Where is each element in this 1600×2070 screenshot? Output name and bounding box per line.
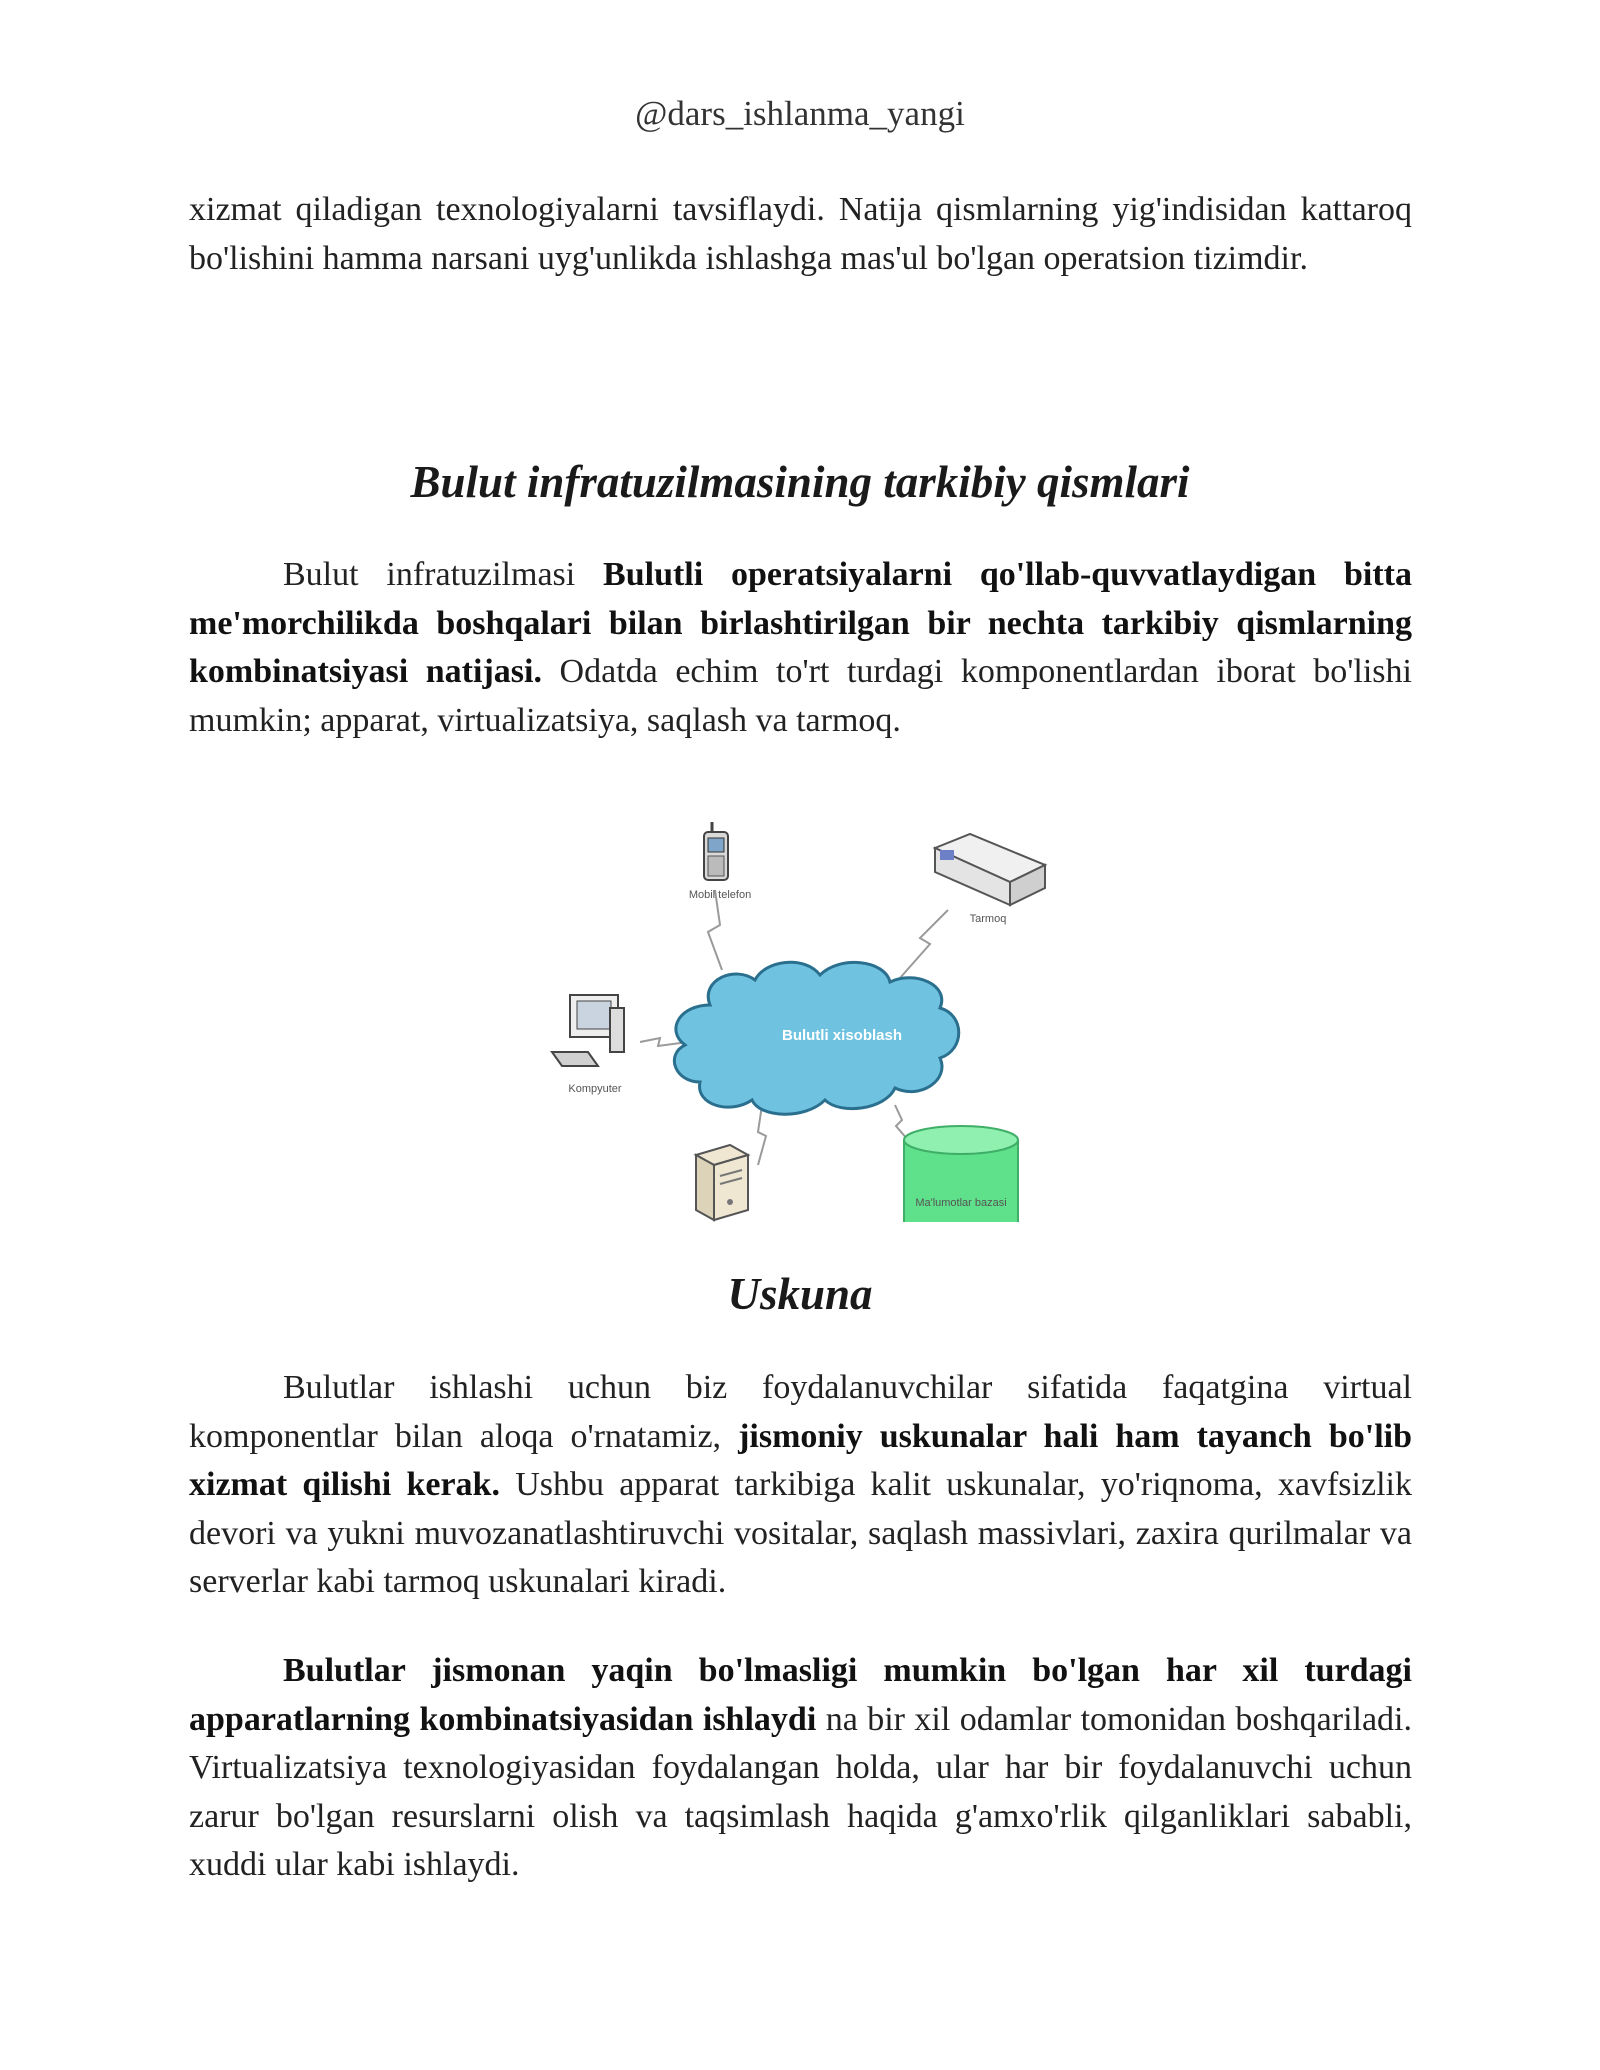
- server-link: [758, 1105, 766, 1165]
- network-device-icon: [935, 834, 1045, 905]
- phone-link: [708, 890, 722, 970]
- mobile-phone-icon: [704, 822, 728, 880]
- server-icon: [696, 1145, 748, 1220]
- cloud-computing-diagram: [540, 820, 1060, 1230]
- hardware-p1-bold: jismoniy uskunalar hali ham tayanch bo'lib xizmat qilishi kerak.: [189, 1417, 1413, 1503]
- section-title-hardware: Uskuna: [727, 1269, 873, 1319]
- components-text-bold: Bulutli operatsiyalarni qo'llab-quvvatlaydigan bitta me'morchilikda boshqalari bilan birlashtirilgan bir nechta tarkibiy qismlarning kombinatsiyasi natijasi.: [189, 556, 1412, 690]
- phone-label: Mobil telefon: [688, 889, 752, 901]
- network-link: [900, 910, 948, 978]
- section-title-components: Bulut infratuzilmasining tarkibiy qismlari: [410, 457, 1190, 507]
- database-link: [895, 1105, 908, 1140]
- computer-label: Kompyuter: [568, 1083, 622, 1095]
- hardware-p1-end: Ushbu apparat tarkibiga kalit uskunalar, yo'riqnoma, xavfsizlik devori va yukni muvozanatlashtiruvchi vositalar, saqlash massivlari, zaxira qurilmalar va serverlar kabi tarmoq uskunalari kiradi.: [189, 1466, 1412, 1600]
- components-paragraph: [189, 551, 1412, 745]
- hardware-p2-bold: Bulutlar jismonan yaqin bo'lmasligi mumkin bo'lgan har xil turdagi apparatlarning kombinatsiyasidan ishlaydi: [189, 1652, 1412, 1738]
- components-text-end: Odatda echim to'rt turdagi komponentlardan iborat bo'lishi mumkin; apparat, virtualizatsiya, saqlash va tarmoq.: [189, 653, 1412, 739]
- hardware-paragraph-1: [189, 1364, 1412, 1607]
- hardware-p2-end: na bir xil odamlar tomonidan boshqariladi. Virtualizatsiya texnologiyasidan foydalangan holda, ular har bir foydalanuvchi uchun zarur bo'lgan resurslarni olish va taqsimlash haqida g'amxo'rlik qilganliklari sababli, xuddi ular kabi ishlaydi.: [189, 1700, 1412, 1883]
- hardware-p1-start: Bulutlar ishlashi uchun biz foydalanuvchilar sifatida faqatgina virtual komponentlar bilan aloqa o'rnatamiz,: [189, 1369, 1412, 1455]
- computer-icon: [552, 995, 624, 1066]
- network-label: Tarmoq: [969, 913, 1007, 925]
- database-label: Ma'lumotlar bazasi: [915, 1197, 1007, 1209]
- components-text-start: Bulut infratuzilmasi: [283, 556, 604, 593]
- intro-paragraph: xizmat qiladigan texnologiyalarni tavsiflaydi. Natija qismlarning yig'indisidan kattaroq bo'lishini hamma narsani uyg'unlikda ishlashga mas'ul bo'lgan operatsion tizimdir.: [189, 191, 1412, 277]
- hardware-paragraph-2: [189, 1647, 1412, 1890]
- page-header: @dars_ishlanma_yangi: [635, 94, 965, 133]
- cloud-label: Bulutli xisoblash: [781, 1027, 903, 1044]
